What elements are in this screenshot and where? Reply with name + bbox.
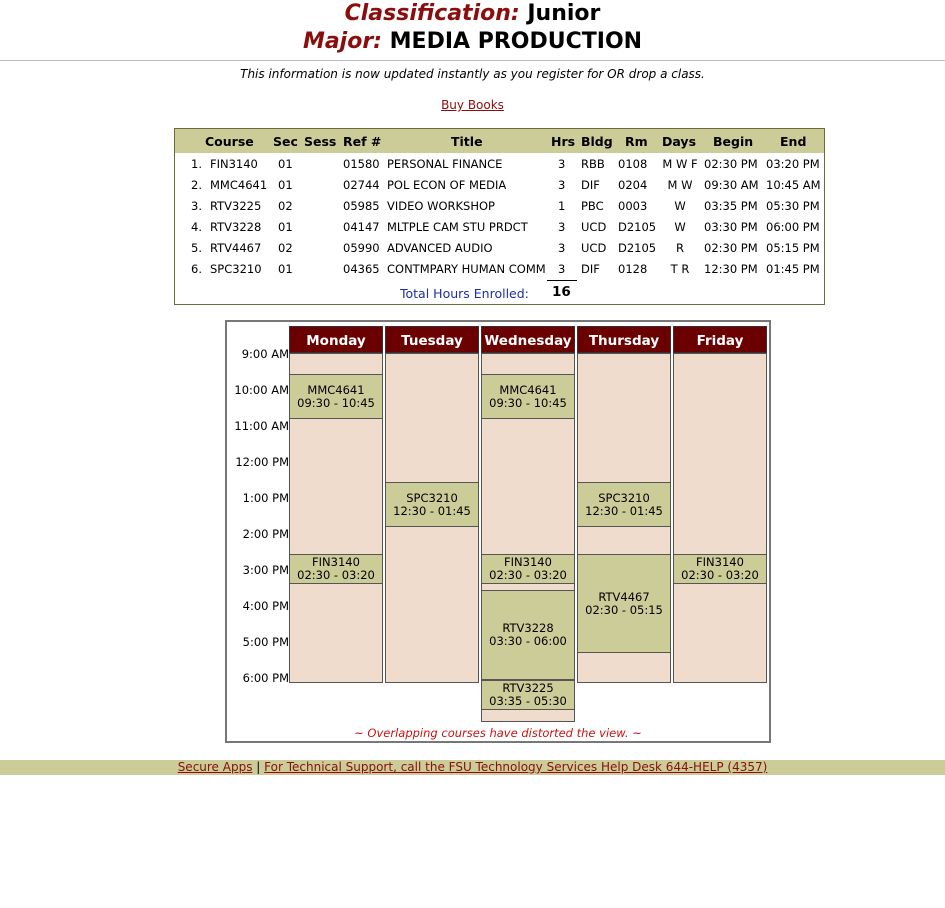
course-block-code: MMC4641 xyxy=(499,382,557,397)
header-divider xyxy=(0,60,945,61)
col-end: End xyxy=(780,134,807,149)
row-3-rm: 0003 xyxy=(618,199,648,213)
row-5-course: RTV4467 xyxy=(210,241,262,255)
row-5-begin: 02:30 PM xyxy=(704,241,758,255)
row-6-begin: 12:30 PM xyxy=(704,262,758,276)
row-2-course: MMC4641 xyxy=(210,178,268,192)
col-rm: Rm xyxy=(625,134,648,149)
row-4-ref: 04147 xyxy=(343,220,380,234)
day-header: Friday xyxy=(673,326,767,353)
row-2-begin: 09:30 AM xyxy=(704,178,759,192)
course-block-code: RTV3228 xyxy=(502,621,554,635)
row-4-bldg: UCD xyxy=(581,220,607,234)
course-block-time: 03:35 - 05:30 xyxy=(489,694,567,708)
row-2-title: POL ECON OF MEDIA xyxy=(387,178,507,192)
course-block-time: 02:30 - 03:20 xyxy=(489,568,567,582)
row-6-days: T R xyxy=(670,262,690,276)
hours-sum-rule xyxy=(547,280,577,281)
row-5-bldg: UCD xyxy=(581,241,607,255)
course-block[interactable] xyxy=(481,680,575,710)
course-table xyxy=(174,128,825,305)
course-block-code: MMC4641 xyxy=(307,382,365,397)
row-2-hrs: 3 xyxy=(558,178,566,192)
row-3-sec: 02 xyxy=(278,199,293,213)
course-block[interactable] xyxy=(289,374,383,419)
total-hours-label: Total Hours Enrolled: xyxy=(400,286,529,301)
course-block-code: RTV3225 xyxy=(502,681,554,695)
row-1-begin: 02:30 PM xyxy=(704,157,758,171)
row-2-bldg: DIF xyxy=(581,178,600,192)
course-table-header xyxy=(175,129,824,153)
major-value: MEDIA PRODUCTION xyxy=(389,29,643,54)
row-1-num: 1. xyxy=(191,157,202,171)
row-6-rm: 0128 xyxy=(618,262,648,276)
course-block-code: FIN3140 xyxy=(312,555,360,569)
row-4-end: 06:00 PM xyxy=(766,220,820,234)
time-label: 10:00 AM xyxy=(234,383,289,397)
course-block[interactable] xyxy=(481,554,575,584)
row-6-title: CONTMPARY HUMAN COMM xyxy=(387,262,546,276)
row-6-end: 01:45 PM xyxy=(766,262,820,276)
course-block-time: 02:30 - 03:20 xyxy=(297,568,375,582)
row-3-begin: 03:35 PM xyxy=(704,199,758,213)
classification-value: Junior xyxy=(527,1,601,26)
col-ref: Ref # xyxy=(343,134,382,149)
row-3-days: W xyxy=(674,199,686,213)
col-course: Course xyxy=(205,134,254,149)
major-line xyxy=(0,28,945,55)
course-block-code: FIN3140 xyxy=(696,555,744,569)
row-6-hrs: 3 xyxy=(558,262,566,276)
day-header: Wednesday xyxy=(481,326,575,353)
total-hours-value: 16 xyxy=(552,284,571,300)
row-2-num: 2. xyxy=(191,178,202,192)
row-1-hrs: 3 xyxy=(558,157,566,171)
row-6-bldg: DIF xyxy=(581,262,600,276)
course-block[interactable] xyxy=(673,554,767,584)
time-label: 1:00 PM xyxy=(242,491,289,505)
course-block-time: 02:30 - 05:15 xyxy=(585,602,663,617)
row-1-end: 03:20 PM xyxy=(766,157,820,171)
row-3-title: VIDEO WORKSHOP xyxy=(387,199,495,213)
time-label: 11:00 AM xyxy=(234,419,289,433)
row-4-hrs: 3 xyxy=(558,220,566,234)
row-3-course: RTV3225 xyxy=(210,199,262,213)
row-4-rm: D2105 xyxy=(618,220,657,234)
classification-label: Classification: xyxy=(344,1,520,26)
update-notice: This information is now updated instantly as you register for OR drop a class. xyxy=(240,67,705,81)
row-6-ref: 04365 xyxy=(343,262,380,276)
row-6-sec: 01 xyxy=(278,262,293,276)
row-4-course: RTV3228 xyxy=(210,220,262,234)
row-3-num: 3. xyxy=(191,199,202,213)
row-2-sec: 01 xyxy=(278,178,293,192)
row-5-sec: 02 xyxy=(278,241,293,255)
secure-apps-link[interactable]: Secure Apps xyxy=(177,760,253,774)
course-block-code: FIN3140 xyxy=(504,555,552,569)
row-1-ref: 01580 xyxy=(343,157,380,171)
row-3-bldg: PBC xyxy=(581,199,604,213)
course-block-code: RTV4467 xyxy=(598,589,650,604)
row-5-hrs: 3 xyxy=(558,241,566,255)
row-4-days: W xyxy=(674,220,686,234)
row-1-title: PERSONAL FINANCE xyxy=(387,157,503,171)
time-label: 4:00 PM xyxy=(242,599,289,613)
course-block[interactable] xyxy=(289,554,383,584)
col-begin: Begin xyxy=(713,134,754,149)
row-3-ref: 05985 xyxy=(343,199,380,213)
course-block-time: 02:30 - 03:20 xyxy=(681,568,759,582)
course-block-time: 03:30 - 06:00 xyxy=(489,634,567,648)
col-hrs: Hrs xyxy=(551,134,576,149)
course-block[interactable] xyxy=(577,554,671,653)
row-1-bldg: RBB xyxy=(581,157,605,171)
row-2-end: 10:45 AM xyxy=(766,178,821,192)
row-5-days: R xyxy=(676,241,684,255)
row-5-rm: D2105 xyxy=(618,241,657,255)
row-1-days: M W F xyxy=(662,157,698,171)
course-block-code: SPC3210 xyxy=(406,490,458,505)
buy-books-link[interactable]: Buy Books xyxy=(441,98,504,112)
row-2-ref: 02744 xyxy=(343,178,380,192)
row-5-ref: 05990 xyxy=(343,241,380,255)
time-label: 9:00 AM xyxy=(241,347,289,361)
col-bldg: Bldg xyxy=(581,134,613,149)
course-block-time: 12:30 - 01:45 xyxy=(393,503,471,518)
col-sess: Sess xyxy=(304,134,337,149)
row-1-rm: 0108 xyxy=(618,157,648,171)
row-3-hrs: 1 xyxy=(558,199,566,213)
row-1-sec: 01 xyxy=(278,157,293,171)
tech-support-link[interactable]: For Technical Support, call the FSU Technology Services Help Desk 644-HELP (4357) xyxy=(264,760,768,774)
course-block[interactable] xyxy=(577,482,671,527)
course-block[interactable] xyxy=(481,374,575,419)
row-6-num: 6. xyxy=(191,262,202,276)
row-2-days: M W xyxy=(667,178,693,192)
time-label: 6:00 PM xyxy=(242,671,289,685)
row-3-end: 05:30 PM xyxy=(766,199,820,213)
row-5-title: ADVANCED AUDIO xyxy=(387,241,493,255)
time-label: 12:00 PM xyxy=(235,455,289,469)
time-label: 3:00 PM xyxy=(242,563,289,577)
row-5-end: 05:15 PM xyxy=(766,241,820,255)
course-block[interactable] xyxy=(481,590,575,680)
course-block-time: 12:30 - 01:45 xyxy=(585,503,663,518)
major-label: Major: xyxy=(302,29,382,54)
row-2-rm: 0204 xyxy=(618,178,648,192)
day-header: Thursday xyxy=(577,326,671,353)
footer-bar xyxy=(0,760,945,775)
classification-line xyxy=(0,0,945,27)
col-sec: Sec xyxy=(273,134,298,149)
row-4-title: MLTPLE CAM STU PRDCT xyxy=(387,220,528,234)
buy-books-row xyxy=(0,98,945,112)
overlap-note: ~ Overlapping courses have distorted the view. ~ xyxy=(354,726,642,740)
time-label: 2:00 PM xyxy=(242,527,289,541)
time-label: 5:00 PM xyxy=(242,635,289,649)
footer-separator: | xyxy=(256,760,261,774)
col-title: Title xyxy=(451,134,483,149)
row-4-begin: 03:30 PM xyxy=(704,220,758,234)
weekly-schedule xyxy=(225,320,771,743)
course-block-time: 09:30 - 10:45 xyxy=(489,395,567,410)
day-header: Monday xyxy=(289,326,383,353)
col-days: Days xyxy=(662,134,697,149)
course-block-code: SPC3210 xyxy=(598,490,650,505)
course-block[interactable] xyxy=(385,482,479,527)
day-header: Tuesday xyxy=(385,326,479,353)
course-block-time: 09:30 - 10:45 xyxy=(297,395,375,410)
row-5-num: 5. xyxy=(191,241,202,255)
row-6-course: SPC3210 xyxy=(210,262,262,276)
day-body xyxy=(673,353,767,683)
row-4-sec: 01 xyxy=(278,220,293,234)
row-4-num: 4. xyxy=(191,220,202,234)
row-1-course: FIN3140 xyxy=(210,157,258,171)
